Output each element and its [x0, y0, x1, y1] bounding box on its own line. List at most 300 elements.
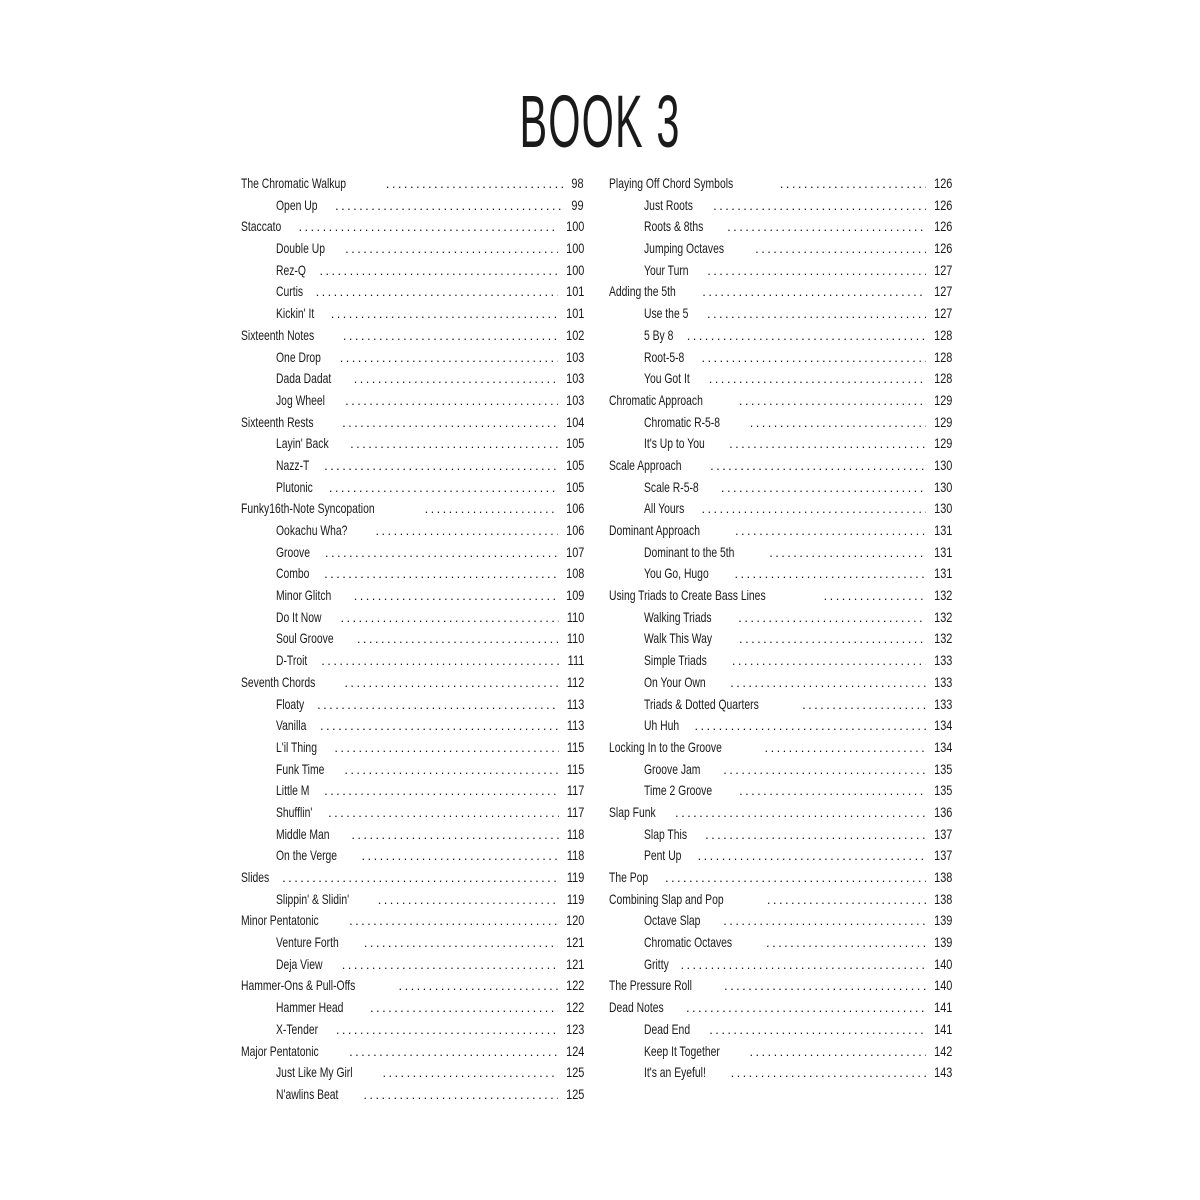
toc-subentry	[609, 498, 952, 520]
toc-subentry	[241, 932, 584, 954]
toc-subentry	[241, 260, 584, 282]
toc-entry-title: Dominant to the 5th	[644, 543, 735, 560]
toc-entry-page: 117	[566, 803, 584, 820]
dot-leader	[382, 1062, 557, 1084]
toc-entry-page: 143	[933, 1064, 952, 1081]
dot-leader	[328, 802, 559, 824]
toc-entry	[609, 455, 952, 477]
toc-subentry	[609, 195, 952, 217]
toc-entry-page: 100	[565, 218, 584, 235]
toc-entry-page: 128	[933, 370, 952, 387]
toc-entry-page: 139	[933, 934, 952, 951]
toc-entry-title: Hammer-Ons & Pull-Offs	[241, 977, 356, 994]
dot-leader	[780, 173, 926, 195]
toc-entry	[241, 325, 584, 347]
toc-entry-title: Chromatic Octaves	[644, 934, 733, 951]
toc-subentry	[241, 347, 584, 369]
toc-subentry	[241, 238, 584, 260]
toc-subentry	[241, 997, 584, 1019]
toc-subentry	[241, 390, 584, 412]
dot-leader	[344, 672, 558, 694]
toc-entry-title: Middle Man	[276, 825, 330, 842]
toc-entry-title: Double Up	[276, 240, 325, 257]
dot-leader	[331, 303, 558, 325]
dot-leader	[319, 260, 557, 282]
dot-leader	[386, 173, 566, 195]
toc-entry-title: Rez-Q	[276, 261, 306, 278]
toc-entry-title: You Got It	[644, 370, 690, 387]
toc-entry-page: 108	[565, 565, 584, 582]
toc-entry-title: Your Turn	[644, 261, 689, 278]
toc-entry-page: 142	[933, 1042, 952, 1059]
toc-entry-title: X-Tender	[276, 1020, 319, 1037]
toc-entry-page: 137	[933, 847, 952, 864]
toc-entry-page: 126	[933, 196, 952, 213]
toc-entry-title: Dada Dadat	[276, 370, 332, 387]
dot-leader	[321, 650, 559, 672]
dot-leader	[755, 238, 925, 260]
dot-leader	[723, 910, 925, 932]
toc-subentry	[241, 542, 584, 564]
toc-entry-title: Adding the 5th	[609, 283, 676, 300]
toc-entry-title: Walk This Way	[644, 630, 713, 647]
toc-entry-title: Chromatic R-5-8	[644, 413, 721, 430]
dot-leader	[354, 585, 558, 607]
toc-entry-page: 113	[566, 717, 584, 734]
toc-subentry	[241, 1019, 584, 1041]
toc-subentry	[609, 932, 952, 954]
dot-leader	[340, 607, 558, 629]
dot-leader	[739, 390, 926, 412]
toc-entry-page: 101	[565, 305, 584, 322]
toc-subentry	[241, 477, 584, 499]
toc-subentry	[609, 542, 952, 564]
dot-leader	[363, 1084, 557, 1106]
dot-leader	[317, 694, 559, 716]
toc-subentry	[241, 433, 584, 455]
toc-subentry	[609, 910, 952, 932]
toc-entry-title: Combining Slap and Pop	[609, 890, 724, 907]
toc-entry-page: 105	[565, 478, 584, 495]
toc-entry-title: Combo	[276, 565, 310, 582]
dot-leader	[324, 780, 559, 802]
toc-entry-title: Curtis	[276, 283, 304, 300]
toc-entry	[609, 889, 952, 911]
toc-entry-page: 136	[933, 803, 952, 820]
dot-leader	[824, 585, 926, 607]
toc-entry-title: The Pop	[609, 869, 649, 885]
toc-entry-page: 135	[933, 760, 952, 777]
toc-entry-page: 106	[565, 500, 584, 517]
dot-leader	[698, 845, 926, 867]
toc-entry-title: Scale Approach	[609, 456, 682, 473]
toc-entry-title: Pent Up	[644, 847, 682, 864]
toc-subentry	[241, 455, 584, 477]
toc-entry-title: Plutonic	[276, 478, 313, 495]
toc-subentry	[241, 607, 584, 629]
toc-entry	[609, 975, 952, 997]
dot-leader	[345, 390, 557, 412]
toc-entry	[241, 412, 584, 434]
toc-entry-title: One Drop	[276, 348, 321, 365]
dot-leader	[362, 845, 559, 867]
dot-leader	[710, 455, 926, 477]
dot-leader	[675, 802, 926, 824]
toc-entry-page: 134	[933, 738, 952, 755]
toc-entry-page: 126	[933, 240, 952, 257]
dot-leader	[735, 520, 926, 542]
toc-entry-page: 98	[571, 175, 584, 191]
toc-entry-page: 140	[933, 977, 952, 994]
toc-entry	[609, 737, 952, 759]
toc-entry-title: Gritty	[644, 955, 669, 972]
toc-entry	[609, 281, 952, 303]
toc-subentry	[241, 824, 584, 846]
toc-subentry	[241, 585, 584, 607]
toc-entry-title: Vanilla	[276, 717, 307, 734]
toc-entry-page: 111	[567, 652, 584, 669]
dot-leader	[750, 412, 926, 434]
toc-subentry	[241, 715, 584, 737]
toc-entry-title: Minor Pentatonic	[241, 912, 319, 929]
dot-leader	[766, 932, 926, 954]
dot-leader	[325, 542, 558, 564]
toc-entry-title: Dead Notes	[609, 999, 664, 1016]
toc-entry-page: 129	[933, 435, 952, 452]
toc-subentry	[609, 845, 952, 867]
toc-entry-page: 130	[933, 456, 952, 473]
dot-leader	[378, 889, 559, 911]
toc-entry-title: N'awlins Beat	[276, 1085, 339, 1102]
toc-entry-title: Just Roots	[644, 196, 693, 213]
toc-entry-page: 109	[565, 587, 584, 604]
toc-entry-page: 138	[933, 890, 952, 907]
toc-subentry	[609, 216, 952, 238]
dot-leader	[351, 824, 558, 846]
toc-subentry	[609, 715, 952, 737]
dot-leader	[324, 563, 558, 585]
toc-entry-page: 133	[933, 695, 952, 712]
toc-subentry	[609, 347, 952, 369]
dot-leader	[709, 1019, 925, 1041]
dot-leader	[282, 867, 559, 889]
dot-leader	[731, 1062, 926, 1084]
toc-entry-page: 118	[566, 825, 584, 842]
dot-leader	[336, 1019, 558, 1041]
toc-entry-page: 103	[565, 391, 584, 408]
toc-entry-title: Slap Funk	[609, 803, 656, 820]
dot-leader	[665, 867, 926, 889]
dot-leader	[767, 889, 926, 911]
toc-entry-title: Chromatic Approach	[609, 391, 703, 408]
dot-leader	[705, 824, 926, 846]
dot-leader	[335, 195, 565, 217]
dot-leader	[316, 281, 558, 303]
toc-column-left	[241, 173, 584, 1106]
dot-leader	[340, 347, 558, 369]
toc-entry-page: 110	[566, 630, 584, 647]
toc-subentry	[609, 433, 952, 455]
toc-entry-title: Keep It Together	[644, 1042, 720, 1059]
toc-entry	[241, 910, 584, 932]
toc-subentry	[241, 954, 584, 976]
toc-entry-page: 104	[565, 413, 584, 430]
toc-entry-title: Just Like My Girl	[276, 1064, 353, 1081]
toc-entry	[609, 867, 952, 889]
dot-leader	[769, 542, 925, 564]
toc-subentry	[241, 563, 584, 585]
toc-entry-title: Sixteenth Rests	[241, 413, 314, 430]
toc-entry-page: 139	[933, 912, 952, 929]
toc-entry-title: Nazz-T	[276, 456, 310, 473]
toc-entry-title: Open Up	[276, 196, 318, 213]
page-title: BOOK 3	[519, 80, 681, 163]
toc-entry-page: 101	[565, 283, 584, 300]
toc-entry-page: 100	[565, 261, 584, 278]
toc-entry-page: 132	[933, 587, 952, 604]
toc-entry-title: Minor Glitch	[276, 587, 332, 604]
toc-subentry	[241, 303, 584, 325]
toc-entry-page: 122	[565, 999, 584, 1016]
toc-entry-title: Venture Forth	[276, 934, 339, 951]
toc-entry-page: 99	[571, 196, 584, 213]
toc-subentry	[609, 954, 952, 976]
toc-entry-title: Funky16th-Note Syncopation	[241, 500, 375, 517]
toc-subentry	[609, 368, 952, 390]
toc-entry-title: Roots & 8ths	[644, 218, 704, 235]
toc-subentry	[609, 412, 952, 434]
toc-entry-page: 122	[565, 977, 584, 994]
toc-subentry	[609, 759, 952, 781]
dot-leader	[364, 932, 558, 954]
toc-entry-page: 126	[933, 218, 952, 235]
dot-leader	[707, 260, 925, 282]
toc-subentry	[609, 780, 952, 802]
dot-leader	[376, 520, 558, 542]
toc-entry-page: 106	[565, 522, 584, 538]
toc-subentry	[609, 238, 952, 260]
dot-leader	[399, 975, 558, 997]
toc-entry-title: Ookachu Wha?	[276, 522, 348, 538]
toc-entry-page: 119	[566, 890, 584, 907]
toc-entry-title: Kickin' It	[276, 305, 315, 322]
toc-subentry	[241, 195, 584, 217]
toc-subentry	[241, 780, 584, 802]
dot-leader	[349, 910, 558, 932]
toc-entry-page: 131	[933, 543, 952, 560]
toc-entry-page: 135	[933, 782, 952, 799]
dot-leader	[425, 498, 558, 520]
toc-subentry	[241, 889, 584, 911]
toc-subentry	[241, 845, 584, 867]
toc-entry-title: D-Troit	[276, 652, 308, 669]
toc-entry-page: 103	[565, 348, 584, 365]
toc-entry-page: 121	[565, 934, 584, 951]
toc-subentry	[241, 628, 584, 650]
toc-entry-page: 127	[933, 305, 952, 322]
dot-leader	[357, 628, 559, 650]
toc-entry-title: You Go, Hugo	[644, 565, 709, 582]
toc-entry-title: The Pressure Roll	[609, 977, 692, 994]
toc-entry-page: 107	[565, 543, 584, 560]
toc-entry-page: 115	[566, 738, 584, 755]
toc-subentry	[609, 325, 952, 347]
dot-leader	[343, 325, 558, 347]
toc-entry-page: 115	[566, 760, 584, 777]
toc-entry-title: Octave Slap	[644, 912, 701, 929]
toc-entry-title: Funk Time	[276, 760, 325, 777]
toc-entry-page: 112	[566, 673, 584, 690]
dot-leader	[334, 737, 558, 759]
toc-entry-title: Staccato	[241, 218, 282, 235]
toc-entry	[609, 585, 952, 607]
toc-entry-title: Floaty	[276, 695, 305, 712]
toc-entry-page: 128	[933, 348, 952, 365]
dot-leader	[349, 1041, 558, 1063]
toc-entry-title: All Yours	[644, 500, 685, 517]
toc-entry-title: Slides	[241, 869, 270, 885]
toc-entry-title: Jog Wheel	[276, 391, 325, 408]
toc-subentry	[609, 1041, 952, 1063]
toc-entry-page: 137	[933, 825, 952, 842]
toc-entry-page: 141	[933, 999, 952, 1016]
toc-subentry	[609, 672, 952, 694]
toc-entry-title: Shufflin'	[276, 803, 313, 820]
toc-subentry	[241, 759, 584, 781]
dot-leader	[709, 368, 926, 390]
toc-entry	[609, 173, 952, 195]
toc-entry-title: Sixteenth Notes	[241, 326, 315, 343]
toc-entry-page: 127	[933, 261, 952, 278]
dot-leader	[707, 303, 926, 325]
dot-leader	[342, 412, 558, 434]
toc-entry-title: Do It Now	[276, 608, 322, 625]
toc-subentry	[241, 650, 584, 672]
dot-leader	[680, 954, 925, 976]
toc-subentry	[609, 260, 952, 282]
toc-subentry	[241, 802, 584, 824]
toc-subentry	[241, 281, 584, 303]
toc-entry-page: 133	[933, 652, 952, 669]
toc-entry-page: 102	[565, 326, 584, 343]
dot-leader	[739, 780, 926, 802]
dot-leader	[345, 238, 557, 260]
dot-leader	[701, 498, 925, 520]
toc-entry-page: 100	[565, 240, 584, 257]
toc-entry-page: 125	[565, 1064, 584, 1081]
dot-leader	[701, 347, 925, 369]
toc-subentry	[609, 303, 952, 325]
toc-entry	[609, 520, 952, 542]
toc-entry-page: 131	[933, 565, 952, 582]
dot-leader	[344, 759, 558, 781]
toc-entry-page: 131	[933, 522, 952, 538]
toc-subentry	[241, 520, 584, 542]
toc-entry-page: 138	[933, 869, 952, 885]
toc-entry-page: 121	[565, 955, 584, 972]
toc-subentry	[609, 1062, 952, 1084]
toc-subentry	[609, 650, 952, 672]
toc-entry-page: 117	[566, 782, 584, 799]
dot-leader	[739, 628, 926, 650]
toc-entry-page: 129	[933, 413, 952, 430]
toc-entry-title: Slap This	[644, 825, 688, 842]
toc-subentry	[609, 628, 952, 650]
toc-entry-title: Uh Huh	[644, 717, 680, 734]
toc-entry-page: 123	[565, 1020, 584, 1037]
toc-subentry	[241, 1084, 584, 1106]
toc-subentry	[609, 563, 952, 585]
toc-entry-title: Groove Jam	[644, 760, 701, 777]
toc-entry-title: Triads & Dotted Quarters	[644, 695, 759, 712]
dot-leader	[732, 650, 926, 672]
toc-entry-page: 125	[565, 1085, 584, 1102]
toc-subentry	[609, 607, 952, 629]
dot-leader	[723, 759, 925, 781]
dot-leader	[350, 433, 557, 455]
toc-entry-title: Scale R-5-8	[644, 478, 699, 495]
toc-entry	[609, 997, 952, 1019]
toc-column-right	[609, 173, 952, 1084]
toc-entry-title: Little M	[276, 782, 310, 799]
toc-entry-title: The Chromatic Walkup	[241, 175, 346, 191]
toc-entry-title: It's an Eyeful!	[644, 1064, 706, 1081]
toc-subentry	[609, 694, 952, 716]
toc-subentry	[241, 368, 584, 390]
toc-entry-title: Major Pentatonic	[241, 1042, 319, 1059]
toc-entry-title: Using Triads to Create Bass Lines	[609, 587, 766, 604]
toc-entry-title: Groove	[276, 543, 310, 560]
toc-entry-page: 129	[933, 391, 952, 408]
toc-entry-title: On the Verge	[276, 847, 338, 864]
toc-entry-page: 130	[933, 478, 952, 495]
toc-entry-title: Time 2 Groove	[644, 782, 713, 799]
toc-entry-title: Seventh Chords	[241, 673, 316, 690]
toc-entry	[241, 173, 584, 195]
dot-leader	[298, 216, 557, 238]
toc-entry-title: L'il Thing	[276, 738, 317, 755]
toc-entry-page: 134	[933, 717, 952, 734]
toc-entry-page: 105	[565, 456, 584, 473]
dot-leader	[713, 195, 926, 217]
toc-entry-page: 127	[933, 283, 952, 300]
dot-leader	[320, 715, 559, 737]
dot-leader	[765, 737, 926, 759]
toc-entry-title: Root-5-8	[644, 348, 685, 365]
toc-subentry	[241, 1062, 584, 1084]
dot-leader	[721, 477, 926, 499]
toc-entry-title: Dead End	[644, 1020, 691, 1037]
dot-leader	[702, 281, 925, 303]
toc-entry-title: Layin' Back	[276, 435, 329, 452]
toc-entry-title: Locking In to the Groove	[609, 738, 722, 755]
toc-entry-title: Soul Groove	[276, 630, 334, 647]
toc-entry-title: Dominant Approach	[609, 522, 700, 538]
toc-entry-page: 120	[565, 912, 584, 929]
dot-leader	[730, 672, 925, 694]
toc-entry-page: 126	[933, 175, 952, 191]
dot-leader	[329, 477, 558, 499]
toc-entry-page: 140	[933, 955, 952, 972]
toc-entry	[241, 498, 584, 520]
dot-leader	[324, 455, 558, 477]
toc-entry-title: Deja View	[276, 955, 323, 972]
dot-leader	[370, 997, 558, 1019]
toc-entry-title: Playing Off Chord Symbols	[609, 175, 734, 191]
toc-entry	[241, 975, 584, 997]
toc-entry-page: 132	[933, 630, 952, 647]
toc-entry-page: 105	[565, 435, 584, 452]
